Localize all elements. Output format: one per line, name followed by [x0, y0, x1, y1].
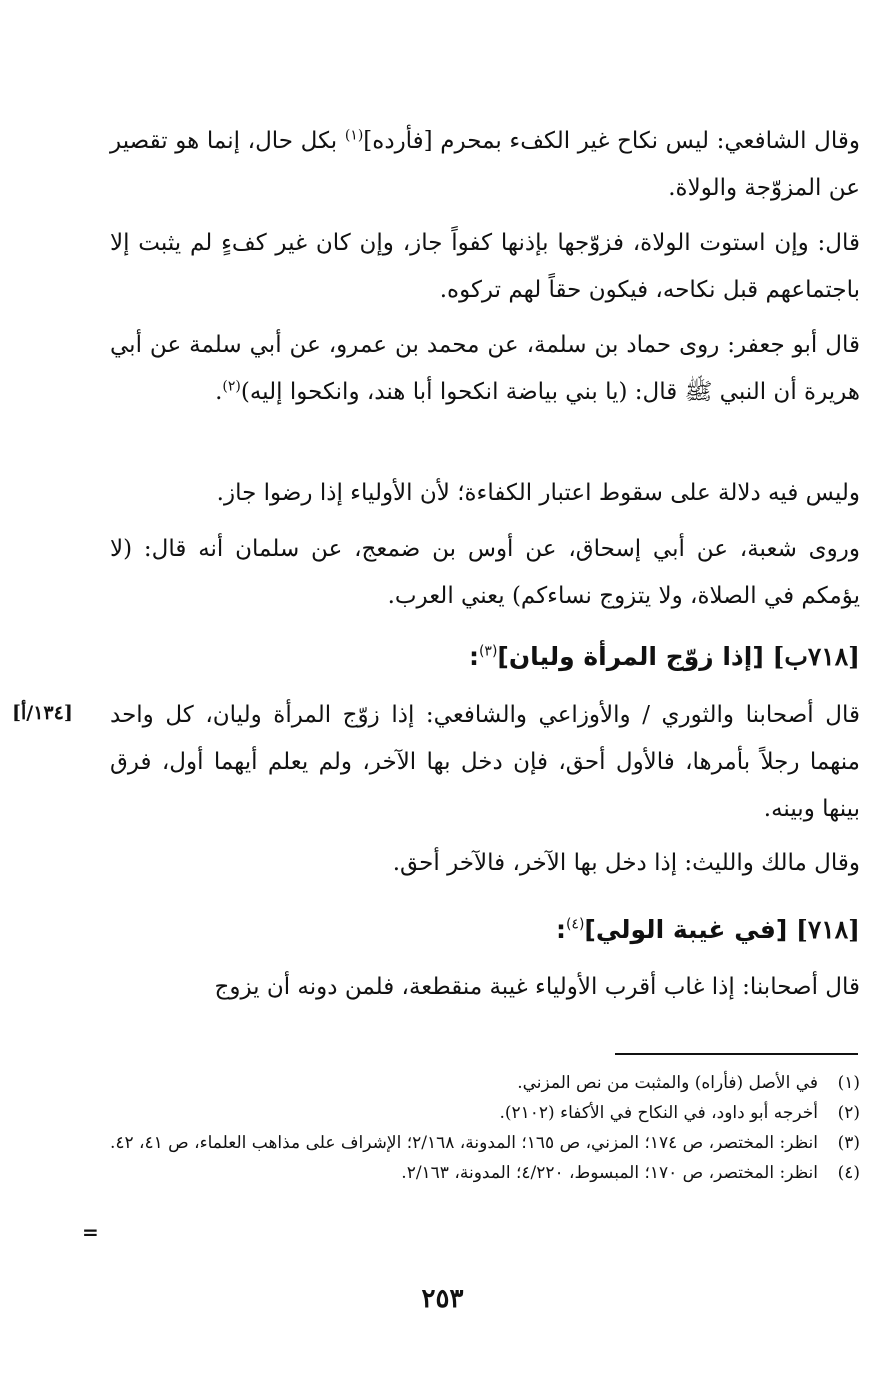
footnote-ref[interactable]: (٢)	[222, 378, 241, 395]
paragraph-walat	[110, 220, 860, 314]
heading-colon: :	[468, 642, 479, 671]
footnote-4	[80, 1158, 860, 1188]
footnote-ref[interactable]: (٤)	[565, 916, 585, 933]
section-title: [في غيبة الولي]	[584, 915, 788, 944]
footnote-number: (٤)	[837, 1163, 860, 1183]
footnote-1	[80, 1068, 860, 1098]
footnote-ref[interactable]: (٣)	[478, 643, 498, 660]
footnote-text: انظر: المختصر، ص ١٧٤؛ المزني، ص ١٦٥؛ المدونة، ٢/١٦٨؛ الإشراف على مذاهب العلماء، ص ٤١، ٤٢.	[109, 1133, 818, 1153]
footnote-number: (١)	[837, 1073, 860, 1093]
manuscript-folio-ref: [١٣٤/أ]	[12, 702, 73, 724]
paragraph-text: قال أبو جعفر: روى حماد بن سلمة، عن محمد بن عمرو، عن أبي سلمة عن أبي هريرة أن النبي ﷺ قال: (يا بني بياضة انكحوا أبا هند، وانكحوا إليه)	[110, 332, 860, 405]
section-title: [إذا زوّج المرأة وليان]	[497, 642, 764, 671]
paragraph-text: وقال الشافعي: ليس نكاح غير الكفء بمحرم [فأرده]	[363, 128, 860, 154]
footnote-number: (٢)	[837, 1103, 860, 1123]
paragraph-text: بكل حال، إنما هو تقصير عن المزوّجة والولاة.	[110, 128, 860, 201]
footnote-text: انظر: المختصر، ص ١٧٠؛ المبسوط، ٤/٢٢٠؛ المدونة، ٢/١٦٣.	[401, 1163, 818, 1183]
paragraph-shafii	[110, 118, 860, 212]
paragraph-text: .	[215, 379, 223, 405]
paragraph-text: قال أصحابنا والثوري / والأوزاعي والشافعي: إذا زوّج المرأة وليان، كل واحد منهما رجلاً بأمرها، فالأول أحق، فإن دخل بها الآخر، ولم يعلم أيهما أول، فرق بينها وبينه.	[110, 702, 860, 822]
footnote-number: (٣)	[837, 1133, 860, 1153]
heading-colon: :	[555, 915, 566, 944]
page-number: ٢٥٣	[421, 1284, 464, 1314]
paragraph-malik	[110, 840, 860, 887]
footnotes	[80, 1068, 860, 1188]
paragraph-shubah	[110, 526, 860, 620]
section-heading-718	[110, 910, 860, 950]
section-number: [٧١٨]	[796, 915, 860, 944]
continuation-mark: =	[82, 1220, 99, 1244]
paragraph-kafaah	[110, 470, 860, 517]
paragraph-abu-jafar	[110, 322, 860, 416]
footnote-divider	[615, 1053, 858, 1055]
paragraph-text: قال أصحابنا: إذا غاب أقرب الأولياء غيبة منقطعة، فلمن دونه أن يزوج	[214, 974, 860, 1000]
paragraph-ashabuna	[110, 692, 860, 833]
section-heading-718b	[110, 637, 860, 677]
paragraph-text: وليس فيه دلالة على سقوط اعتبار الكفاءة؛ لأن الأولياء إذا رضوا جاز.	[216, 480, 860, 506]
footnote-3	[80, 1128, 860, 1158]
section-number: [٧١٨ب]	[772, 642, 860, 671]
paragraph-text: قال: وإن استوت الولاة، فزوّجها بإذنها كفواً جاز، وإن كان غير كفءٍ لم يثبت إلا باجتماعهم قبل نكاحه، فيكون حقاً لهم تركوه.	[110, 230, 860, 303]
paragraph-ghaybah	[110, 964, 860, 1011]
paragraph-text: وروى شعبة، عن أبي إسحاق، عن أوس بن ضمعج، عن سلمان أنه قال: (لا يؤمكم في الصلاة، ولا يتزوج نساءكم) يعني العرب.	[110, 536, 860, 609]
footnote-text: أخرجه أبو داود، في النكاح في الأكفاء (٢١٠٢).	[499, 1103, 818, 1123]
footnote-text: في الأصل (فأراه) والمثبت من نص المزني.	[517, 1073, 818, 1093]
paragraph-text: وقال مالك والليث: إذا دخل بها الآخر، فالآخر أحق.	[392, 850, 860, 876]
footnote-ref[interactable]: (١)	[344, 127, 364, 144]
footnote-2	[80, 1098, 860, 1128]
